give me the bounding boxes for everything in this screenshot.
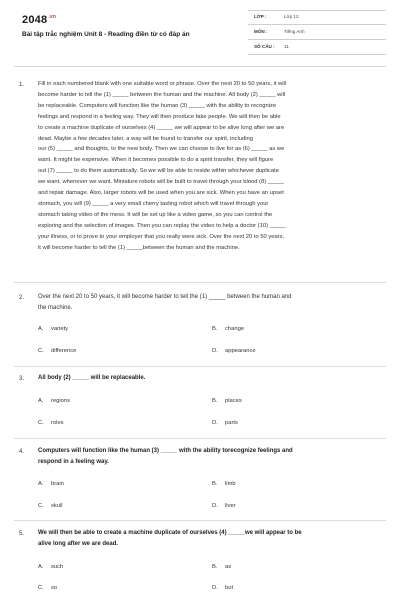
page-header (0, 0, 400, 66)
meta-count-value: 11 (284, 44, 289, 49)
passage-line: exploring and the selection of images. Then you can replay the video to help a doctor (10) _____ (38, 222, 286, 229)
stem-line: alive long after we are dead. (38, 540, 119, 547)
meta-count-key: SỐ CÂU : (254, 44, 275, 49)
option-a[interactable]: A. such (38, 564, 64, 570)
option-d[interactable]: D. but (212, 585, 234, 591)
option-d[interactable]: D. liver (212, 503, 236, 509)
stem-line: Computers will function like the human (3) _____ with the ability torecognize feelings and (38, 448, 293, 454)
question-separator (14, 282, 386, 283)
option-d[interactable]: D. appearance (212, 348, 256, 354)
logo-suffix: .vn (48, 14, 57, 21)
question-stem (38, 292, 379, 314)
passage-line: become harder to tell the (1) _____ between the human and the machine. All body (2) _____ will (38, 91, 286, 98)
question-separator (14, 520, 386, 521)
option-text: places (225, 398, 242, 404)
passage-line: and repair damage. Also, larger robots will be used when you are sick. When you have an upset (38, 190, 284, 197)
option-c[interactable]: C. roles (38, 420, 64, 426)
question-stem (38, 528, 379, 550)
stem-line: Over the next 20 to 50 years, it will become harder to tell the (1) _____ between the human and (38, 294, 292, 300)
passage-line: want. It might be expensive. When it becomes possible to do a spirit transfer, they will figure (38, 157, 274, 164)
option-text: regions (51, 398, 71, 404)
question-number: 1. (19, 82, 25, 88)
passage-line: be replaceable. Computers will function like the human (3) _____ with the ability to recognize (38, 102, 277, 109)
option-text: change (225, 326, 245, 332)
passage-line: your illness, or to prove to your employer that you really were sick. Over the next 20 to 50 years, (38, 233, 285, 240)
stem-line: We will then be able to create a machine duplicate of ourselves (4) _____we will appear to be (38, 530, 302, 536)
site-logo[interactable] (22, 14, 56, 26)
option-text: but (225, 585, 234, 591)
passage-line: our (5) _____ and thoughts, to the new body. Then we can choose to live for as (6) _____ as we (38, 146, 285, 153)
header-divider (14, 66, 386, 67)
option-text: appearance (225, 348, 256, 354)
passage-line: to create a machine duplicate of ourselves (4) _____ we will appear to be alive long after we are (38, 124, 285, 131)
question-separator (14, 438, 386, 439)
passage-line: stomach, you will (9) _____ a very small cherry tasting robot which will travel through your (38, 200, 269, 207)
option-b[interactable]: B. change (212, 326, 245, 332)
question-number: 5. (19, 531, 25, 537)
document-title: Bài tập trắc nghiệm Unit 8 - Reading điền từ có đáp án (22, 31, 190, 38)
option-text: so (51, 585, 58, 591)
logo-text: 2048 (22, 14, 48, 26)
option-b[interactable]: B. places (212, 398, 242, 404)
question-number: 2. (19, 295, 25, 301)
option-c[interactable]: C. difference (38, 348, 77, 354)
option-text: difference (51, 348, 77, 354)
meta-subject-key: MÔN : (254, 29, 268, 34)
passage-line: out (7) _____ to do them automatically. So we will be able to reside within whichever duplicate (38, 168, 279, 175)
option-text: liver (225, 503, 236, 509)
passage-line: it will become harder to tell the (1) _____between the human and the machine. (38, 244, 240, 251)
option-c[interactable]: C. skull (38, 503, 63, 509)
question-number: 3. (19, 376, 25, 382)
option-text: parts (225, 420, 238, 426)
question-stem (38, 373, 379, 384)
question-number: 4. (19, 449, 25, 455)
meta-subject-value: Tiếng Anh (284, 29, 305, 34)
option-c[interactable]: C. so (38, 585, 58, 591)
option-text: limb (225, 481, 236, 487)
meta-grade-value: Lớp 12 (284, 14, 299, 19)
option-text: as (225, 564, 232, 570)
option-b[interactable]: B. limb (212, 481, 236, 487)
option-text: variety (51, 326, 69, 332)
stem-line: All body (2) _____ will be replaceable. (38, 375, 146, 381)
option-text: skull (51, 503, 63, 509)
passage-line: dead. Maybe a few decades later, a way will be found to transfer our spirit, including (38, 135, 253, 142)
passage-line: stomach taking video of the mess. It will be set up like a video game, so you can control the (38, 211, 273, 218)
option-text: such (51, 564, 64, 570)
option-a[interactable]: A. regions (38, 398, 71, 404)
stem-line: respond in a feeling way. (38, 458, 109, 465)
passage-line: we want, whenever we want. Miniature robots will be built to travel through your blood (8) _____ (38, 179, 284, 186)
option-text: brain (51, 481, 64, 487)
question-separator (14, 366, 386, 367)
reading-passage (38, 79, 379, 254)
passage-line: Fill in each numbered blank with one suitable word or phrase. Over the next 20 to 50 years, it will (38, 81, 287, 87)
option-b[interactable]: B. as (212, 564, 232, 570)
option-d[interactable]: D. parts (212, 420, 238, 426)
meta-grade-key: LỚP : (254, 14, 267, 19)
question-stem (38, 446, 379, 468)
option-a[interactable]: A. brain (38, 481, 64, 487)
passage-line: feelings and respond in a feeling way. They will then produce fake people. We will then be able (38, 113, 281, 120)
option-a[interactable]: A. variety (38, 326, 69, 332)
option-text: roles (51, 420, 64, 426)
stem-line: the machine. (38, 304, 73, 311)
